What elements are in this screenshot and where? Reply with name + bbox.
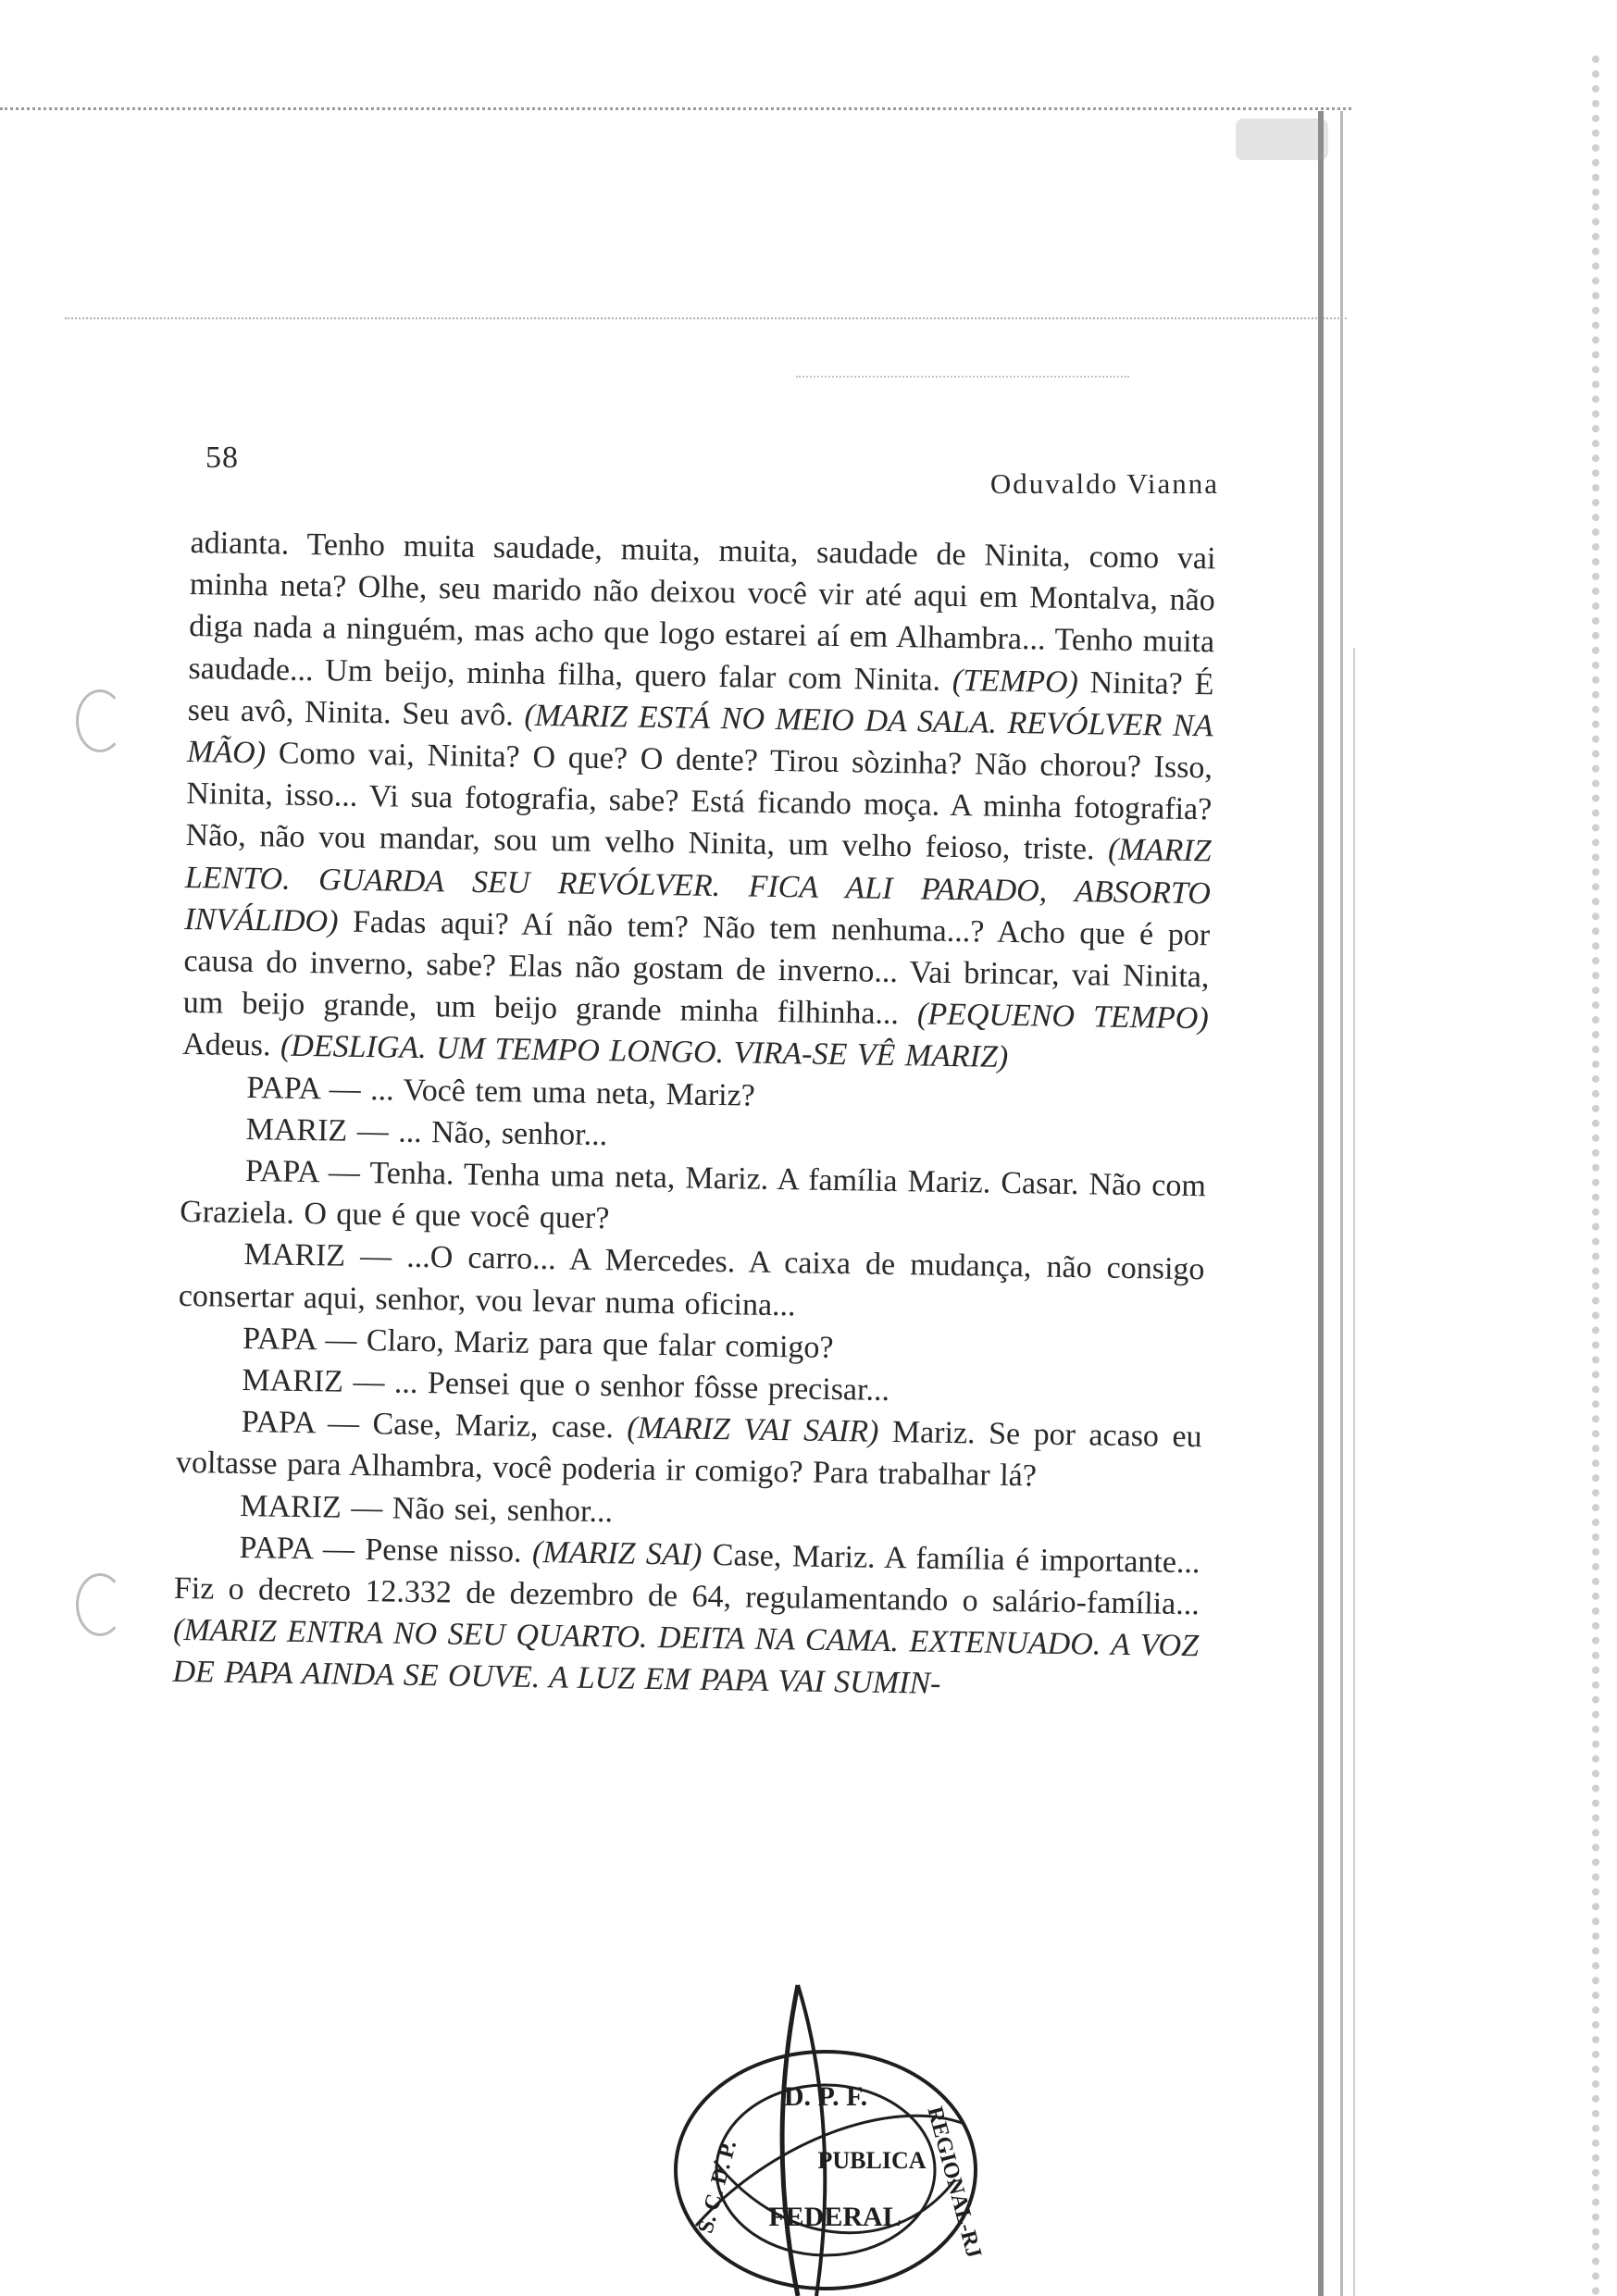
dialogue-text: MARIZ — ...O carro... A Mercedes. A caixa de mudança, não consigo consertar aqui, senhor, vou levar numa oficina... bbox=[178, 1237, 1205, 1323]
stage-direction: (PEQUENO TEMPO) bbox=[916, 997, 1209, 1036]
svg-text:FEDERAL: FEDERAL bbox=[768, 2202, 902, 2232]
dialogue-text: Adeus. bbox=[181, 1027, 281, 1064]
dialogue-text: Ninita? É seu avô, Ninita. Seu avô. bbox=[187, 664, 1214, 733]
stage-direction: (TEMPO) bbox=[952, 663, 1079, 700]
page-number: 58 bbox=[205, 441, 239, 475]
dialogue-text: PAPA — Claro, Mariz para que falar comigo? bbox=[242, 1321, 834, 1365]
dialogue-text: PAPA — Tenha. Tenha uma neta, Mariz. A família Mariz. Casar. Não com Graziela. O que é que você quer? bbox=[179, 1154, 1207, 1236]
svg-text:S. C. D. P.: S. C. D. P. bbox=[693, 2138, 742, 2237]
book-spine-edge bbox=[1318, 111, 1324, 2296]
stage-direction: (MARIZ LENTO. GUARDA SEU REVÓLVER. FICA ALI PARADO, ABSORTO INVÁLIDO) bbox=[183, 833, 1212, 939]
dialogue-text: adianta. Tenho muita saudade, muita, muita, saudade de Ninita, como vai minha neta? Olhe, seu marido não deixou você vir até aqui em Montalva, não diga nada a ninguém, mas acho que logo estarei aí em Alhambra... Tenho muita saudade... Um beijo, minha filha, quero falar com Ninita. bbox=[188, 525, 1216, 698]
speech-line bbox=[176, 1400, 1202, 1500]
dialogue-text: Mariz. Se por acaso eu voltasse para Alhambra, você poderia ir comigo? Para trabalhar lá? bbox=[175, 1415, 1202, 1494]
stage-direction: (MARIZ VAI SAIR) bbox=[627, 1410, 879, 1450]
speech-line bbox=[172, 1526, 1200, 1709]
dialogue-text: MARIZ — ... Pensei que o senhor fôsse precisar... bbox=[242, 1363, 890, 1409]
speech-line bbox=[179, 1233, 1205, 1333]
dialogue-text: PAPA — Case, Mariz, case. bbox=[241, 1405, 628, 1446]
dialogue-text: Fadas aqui? Aí não tem? Não tem nenhuma...? Acho que é por causa do inverno, sabe? Elas não gostam de inverno... Vai brincar, vai Ninita, um beijo grande, um beijo grande minha filhinha... bbox=[182, 904, 1211, 1032]
scan-smudge bbox=[1236, 118, 1328, 160]
book-spine-edge bbox=[1340, 111, 1343, 2296]
stage-direction: (DESLIGA. UM TEMPO LONGO. VIRA-SE VÊ MARIZ) bbox=[280, 1029, 1009, 1075]
dialogue-text: PAPA — Pense nisso. bbox=[239, 1530, 533, 1570]
punch-hole-mark bbox=[76, 1573, 124, 1636]
page-edge-texture bbox=[1592, 56, 1599, 2296]
stage-direction: (MARIZ ENTRA NO SEU QUARTO. DEITA NA CAMA. EXTENUADO. A VOZ DE PAPA AINDA SE OUVE. A LUZ EM PAPA VAI SUMIN- bbox=[172, 1613, 1200, 1702]
stage-direction: (MARIZ ESTÁ NO MEIO DA SALA. REVÓLVER NA MÃO) bbox=[186, 698, 1213, 771]
censorship-stamp bbox=[659, 1948, 992, 2296]
scan-artifact-line bbox=[0, 107, 1351, 110]
dialogue-text: Como vai, Ninita? O que? O dente? Tirou sòzinha? Não chorou? Isso, Ninita, isso... Vi sua fotografia, sabe? Está ficando moça. A minha fotografia? Não, não vou mandar, sou um velho Ninita, um velho feioso, triste. bbox=[185, 736, 1213, 868]
svg-text:REGIONAL-RJ: REGIONAL-RJ bbox=[922, 2104, 987, 2261]
svg-text:D. P. F.: D. P. F. bbox=[783, 2081, 868, 2112]
scan-artifact-line bbox=[796, 376, 1129, 378]
dialogue-text: PAPA — ... Você tem uma neta, Mariz? bbox=[246, 1070, 756, 1113]
scan-artifact-line bbox=[65, 317, 1347, 319]
punch-hole-mark bbox=[76, 689, 124, 752]
stage-direction: (MARIZ SAI) bbox=[531, 1534, 703, 1572]
play-text-body bbox=[172, 522, 1216, 1709]
dialogue-text: MARIZ — ... Não, senhor... bbox=[245, 1111, 608, 1152]
dialogue-text: MARIZ — Não sei, senhor... bbox=[240, 1488, 614, 1529]
dialogue-text: Case, Mariz. A família é importante... Fiz o decreto 12.332 de dezembro de 64, regulamentando o salário-família... bbox=[173, 1537, 1200, 1622]
stage-paragraph bbox=[182, 522, 1216, 1082]
speech-line bbox=[180, 1149, 1206, 1249]
book-spine-edge bbox=[1353, 648, 1355, 2296]
running-head-author: Oduvaldo Vianna bbox=[989, 467, 1219, 500]
svg-text:PUBLICA: PUBLICA bbox=[817, 2147, 927, 2174]
